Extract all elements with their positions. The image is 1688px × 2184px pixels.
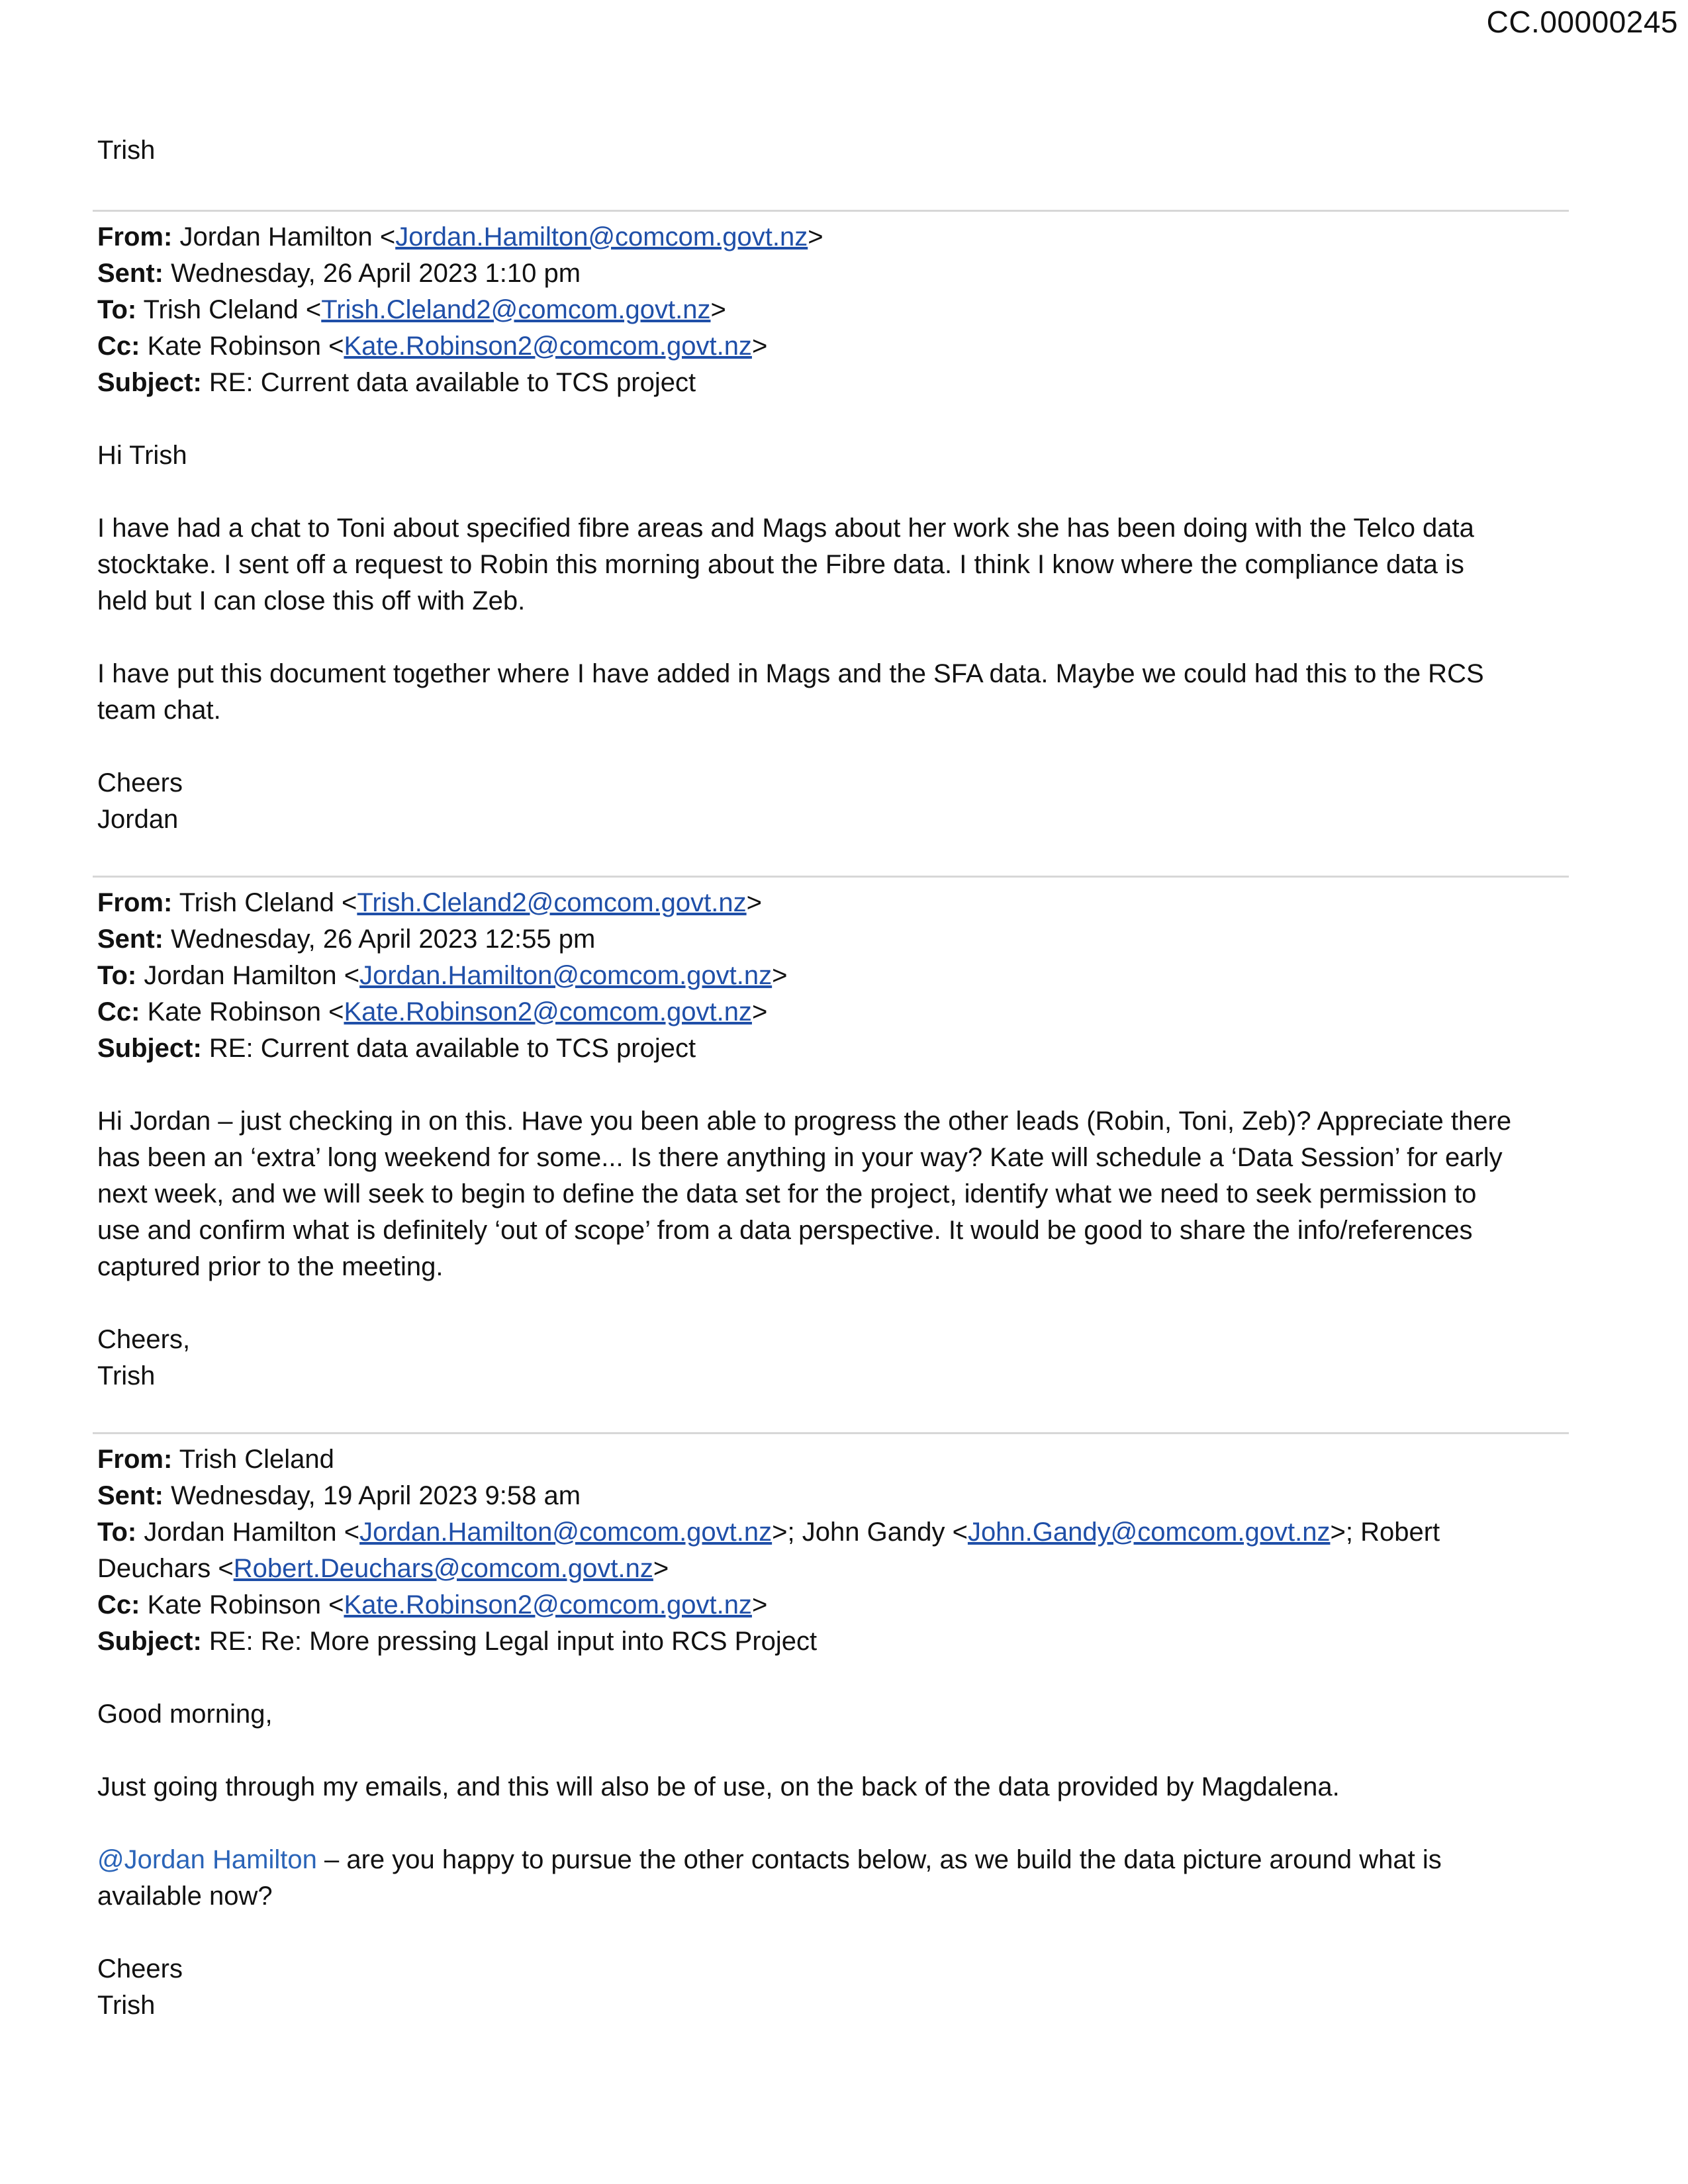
email-1-subject-line xyxy=(97,365,1567,401)
email-1-sent-line xyxy=(97,255,1567,292)
cc-email-link[interactable]: Kate.Robinson2@comcom.govt.nz xyxy=(344,997,752,1026)
from-email-link[interactable]: Trish.Cleland2@comcom.govt.nz xyxy=(357,888,747,917)
to1-email-link[interactable]: Jordan.Hamilton@comcom.govt.nz xyxy=(359,1518,773,1547)
email-1-to-line: To: Trish Cleland <Trish.Cleland2@comcom.govt.nz> xyxy=(97,295,726,324)
email-2-body-line3: next week, and we will seek to begin to define the data set for the project, identify what we need to seek permission to xyxy=(97,1179,1477,1208)
email-2-cc-line: Cc: Kate Robinson <Kate.Robinson2@comcom.govt.nz> xyxy=(97,997,768,1026)
sent-label: Sent: xyxy=(97,1481,164,1510)
email-2-from-line: From: Trish Cleland <Trish.Cleland2@comcom.govt.nz> xyxy=(97,888,762,917)
email-1-para1-line1: I have had a chat to Toni about specified fibre areas and Mags about her work she has been doing with the Telco data xyxy=(97,514,1474,543)
email-divider-1 xyxy=(93,210,1569,212)
from-label: From: xyxy=(97,222,173,251)
email-3-subject-line xyxy=(97,1623,1567,1660)
sent-date: Wednesday, 26 April 2023 12:55 pm xyxy=(171,925,596,954)
email-2-body-line4: use and confirm what is definitely ‘out of scope’ from a data perspective. It would be good to share the info/references xyxy=(97,1216,1473,1245)
email-divider-3 xyxy=(93,1432,1569,1434)
subject: RE: Current data available to TCS project xyxy=(209,1034,696,1063)
cc-name: Kate Robinson xyxy=(147,1590,321,1619)
from-name: Jordan Hamilton xyxy=(179,222,373,251)
email-3-to-line-cont: Deuchars <Robert.Deuchars@comcom.govt.nz> xyxy=(97,1554,669,1583)
cc-name: Kate Robinson xyxy=(147,332,321,361)
email-1-para1-line2: stocktake. I sent off a request to Robin this morning about the Fibre data. I think I know where the compliance data is xyxy=(97,550,1464,579)
email-divider-2 xyxy=(93,876,1569,878)
email-2-body-line5: captured prior to the meeting. xyxy=(97,1252,444,1281)
cc-email-link[interactable]: Kate.Robinson2@comcom.govt.nz xyxy=(344,332,752,361)
cc-email-link[interactable]: Kate.Robinson2@comcom.govt.nz xyxy=(344,1590,752,1619)
email-1-greeting: Hi Trish xyxy=(97,441,187,470)
to3-name-part1: Robert xyxy=(1360,1518,1440,1547)
top-signature: Trish xyxy=(97,136,156,165)
email-1 xyxy=(97,219,1567,838)
email-3-cc-line: Cc: Kate Robinson <Kate.Robinson2@comcom.govt.nz> xyxy=(97,1590,768,1619)
subject-label: Subject: xyxy=(97,1034,202,1063)
to-email-link[interactable]: Trish.Cleland2@comcom.govt.nz xyxy=(321,295,711,324)
email-3-para2-line1 xyxy=(97,1842,1567,1878)
email-3-para2-line2: available now? xyxy=(97,1882,273,1911)
cc-label: Cc: xyxy=(97,332,140,361)
sent-date: Wednesday, 19 April 2023 9:58 am xyxy=(171,1481,581,1510)
subject-label: Subject: xyxy=(97,368,202,397)
email-3-sent-line xyxy=(97,1478,1567,1514)
sent-label: Sent: xyxy=(97,259,164,288)
top-signature-block xyxy=(97,132,1567,169)
sent-date: Wednesday, 26 April 2023 1:10 pm xyxy=(171,259,581,288)
email-3-from-line xyxy=(97,1441,1567,1478)
cc-label: Cc: xyxy=(97,997,140,1026)
email-3-to-line: To: Jordan Hamilton <Jordan.Hamilton@comcom.govt.nz>; John Gandy <John.Gandy@comcom.govt.nz>; Robert xyxy=(97,1518,1440,1547)
cc-name: Kate Robinson xyxy=(147,997,321,1026)
from-label: From: xyxy=(97,1445,173,1474)
document-id: CC.00000245 xyxy=(1486,5,1678,39)
to-name: Trish Cleland xyxy=(143,295,299,324)
to-name: Jordan Hamilton xyxy=(144,961,337,990)
to2-name: John Gandy xyxy=(802,1518,945,1547)
para2-rest: – are you happy to pursue the other contacts below, as we build the data picture around what is xyxy=(316,1845,1442,1874)
subject-label: Subject: xyxy=(97,1627,202,1656)
to-label: To: xyxy=(97,961,137,990)
email-2-sent-line xyxy=(97,921,1567,958)
email-3-greeting: Good morning, xyxy=(97,1700,273,1729)
email-3-signoff: Cheers xyxy=(97,1954,183,1983)
email-2 xyxy=(97,885,1567,1394)
email-3 xyxy=(97,1441,1567,2024)
email-2-body-line2: has been an ‘extra’ long weekend for some... Is there anything in your way? Kate will schedule a ‘Data Session’ for early xyxy=(97,1143,1503,1172)
subject: RE: Current data available to TCS project xyxy=(209,368,696,397)
email-1-para2-line2: team chat. xyxy=(97,696,221,725)
to2-email-link[interactable]: John.Gandy@comcom.govt.nz xyxy=(967,1518,1331,1547)
cc-label: Cc: xyxy=(97,1590,140,1619)
email-3-signature: Trish xyxy=(97,1991,156,2020)
from-name: Trish Cleland xyxy=(179,1445,334,1474)
email-2-signoff: Cheers, xyxy=(97,1325,191,1354)
to1-name: Jordan Hamilton xyxy=(144,1518,337,1547)
sent-label: Sent: xyxy=(97,925,164,954)
from-name: Trish Cleland xyxy=(179,888,334,917)
email-2-body-line1: Hi Jordan – just checking in on this. Have you been able to progress the other leads (Robin, Toni, Zeb)? Appreciate there xyxy=(97,1107,1512,1136)
to3-email-link[interactable]: Robert.Deuchars@comcom.govt.nz xyxy=(233,1554,653,1583)
email-1-from-line: From: Jordan Hamilton <Jordan.Hamilton@comcom.govt.nz> xyxy=(97,222,823,251)
mention-jordan-hamilton[interactable]: @Jordan Hamilton xyxy=(97,1845,317,1874)
from-email-link[interactable]: Jordan.Hamilton@comcom.govt.nz xyxy=(395,222,808,251)
from-label: From: xyxy=(97,888,173,917)
subject: RE: Re: More pressing Legal input into RCS Project xyxy=(209,1627,818,1656)
email-1-signoff: Cheers xyxy=(97,768,183,797)
email-3-para1: Just going through my emails, and this will also be of use, on the back of the data provided by Magdalena. xyxy=(97,1772,1340,1801)
to-label: To: xyxy=(97,1518,137,1547)
email-2-signature: Trish xyxy=(97,1361,156,1390)
email-1-signature: Jordan xyxy=(97,805,179,834)
email-1-para1-line3: held but I can close this off with Zeb. xyxy=(97,586,526,615)
email-1-cc-line: Cc: Kate Robinson <Kate.Robinson2@comcom.govt.nz> xyxy=(97,332,768,361)
email-1-para2-line1: I have put this document together where I have added in Mags and the SFA data. Maybe we could had this to the RCS xyxy=(97,659,1484,688)
to-email-link[interactable]: Jordan.Hamilton@comcom.govt.nz xyxy=(359,961,773,990)
to-label: To: xyxy=(97,295,137,324)
to3-name-part2: Deuchars xyxy=(97,1554,211,1583)
email-2-to-line: To: Jordan Hamilton <Jordan.Hamilton@comcom.govt.nz> xyxy=(97,961,788,990)
email-2-subject-line xyxy=(97,1030,1567,1067)
